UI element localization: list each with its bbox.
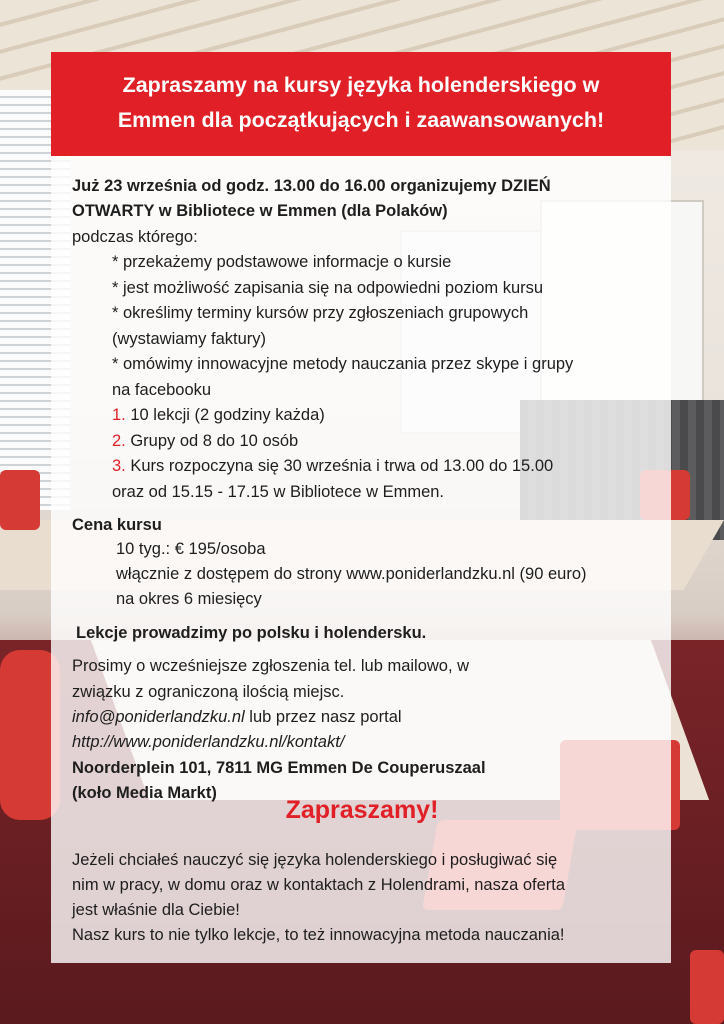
- numbered-item-text: 10 lekcji (2 godziny każda): [125, 406, 325, 424]
- bullet-item: * jest możliwość zapisania się na odpowiedni poziom kursu: [112, 279, 544, 297]
- title-banner: [51, 52, 671, 156]
- numbered-item-number: 3.: [112, 457, 126, 475]
- contact-line: związku z ograniczoną ilością miejsc.: [72, 683, 345, 701]
- price-line: włącznie z dostępem do strony www.poniderlandzku.nl (90 euro): [116, 565, 587, 583]
- bullet-item: * określimy terminy kursów przy zgłoszeniach grupowych: [112, 304, 529, 322]
- bullet-item: na facebooku: [112, 381, 212, 399]
- languages-note: Lekcje prowadzimy po polsku i holendersku.: [76, 624, 427, 642]
- numbered-item: [112, 403, 325, 429]
- closing-line: nim w pracy, w domu oraz w kontaktach z Holendrami, nasza oferta: [72, 876, 566, 894]
- numbered-item-text: Kurs rozpoczyna się 30 września i trwa od 13.00 do 15.00: [125, 457, 554, 475]
- title-line-1: Zapraszamy na kursy języka holenderskiego w: [122, 73, 600, 97]
- numbered-item-number: 1.: [112, 406, 126, 424]
- contact-line: Prosimy o wcześniejsze zgłoszenia tel. lub mailowo, w: [72, 657, 470, 675]
- closing-line: Jeżeli chciałeś nauczyć się języka holenderskiego i posługiwać się: [72, 851, 558, 869]
- email-link[interactable]: info@poniderlandzku.nl: [72, 708, 245, 726]
- address-line: (koło Media Markt): [72, 784, 217, 802]
- portal-link[interactable]: http://www.poniderlandzku.nl/kontakt/: [72, 733, 345, 751]
- chair: [0, 470, 40, 530]
- bullet-item: (wystawiamy faktury): [112, 330, 267, 348]
- intro-line-1: Już 23 września od godz. 13.00 do 16.00 organizujemy DZIEŃ: [72, 177, 551, 195]
- price-heading: Cena kursu: [72, 516, 162, 534]
- chair: [690, 950, 724, 1024]
- numbered-item-continuation: oraz od 15.15 - 17.15 w Bibliotece w Emmen.: [112, 483, 445, 501]
- closing-line: jest właśnie dla Ciebie!: [72, 901, 240, 919]
- bullet-item: * omówimy innowacyjne metody nauczania przez skype i grupy: [112, 355, 574, 373]
- intro-line-2: OTWARTY w Bibliotece w Emmen (dla Polaków): [72, 202, 448, 220]
- title-line-2: Emmen dla początkujących i zaawansowanych!: [117, 108, 605, 132]
- address-line: Noorderplein 101, 7811 MG Emmen De Couperuszaal: [72, 759, 486, 777]
- invite-heading: Zapraszamy!: [285, 796, 439, 824]
- bullet-item: * przekażemy podstawowe informacje o kursie: [112, 253, 452, 271]
- email-suffix: lub przez nasz portal: [244, 708, 402, 726]
- closing-line: Nasz kurs to nie tylko lekcje, to też innowacyjna metoda nauczania!: [72, 926, 565, 944]
- price-line: 10 tyg.: € 195/osoba: [116, 540, 266, 558]
- price-line: na okres 6 miesięcy: [116, 590, 262, 608]
- numbered-item: [112, 454, 553, 480]
- contact-email-line: [72, 705, 402, 731]
- numbered-item-text: Grupy od 8 do 10 osób: [125, 432, 299, 450]
- numbered-item: [112, 429, 298, 455]
- intro-line-3: podczas którego:: [72, 228, 198, 246]
- page-title: [51, 52, 671, 138]
- numbered-item-number: 2.: [112, 432, 126, 450]
